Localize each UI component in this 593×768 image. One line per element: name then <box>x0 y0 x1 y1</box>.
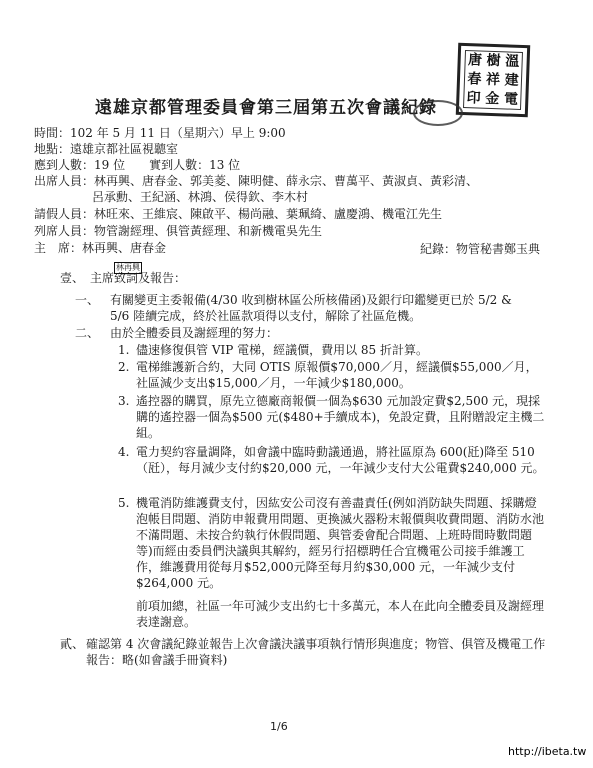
seal-char: 祥 <box>485 71 501 89</box>
item2-marker: 二、 <box>75 326 100 340</box>
absent-list: 請假人員：林旺來、王維宸、陳啟平、楊尚融、葉珮綺、盧慶鴻、機電江先生 <box>34 207 443 221</box>
sub5-text: 機電消防維護費支付，因紘安公司沒有善盡責任(例如消防缺失問題、採購燈泡帳目問題、消防申報費用問題、更換滅火器粉末報價與收費問題、消防水池不滿問題、未按合約執行休假問題、與管委會配合問題、上班時間時數問題等)而經由委員們決議與其解約，經另行招標聘任合宜機電公司接手維護工作，維護費用從每月$52,000元降至每月約$30,000 元，一年減少支付$264,000 元。 <box>136 496 545 590</box>
section2-text: 確認第 4 次會議紀錄並報告上次會議決議事項執行情形與進度；物管、俱管及機電工作報告：略(如會議手冊資料) <box>86 637 546 667</box>
sub2-number: 2. <box>118 360 130 374</box>
seal-char: 金 <box>485 90 500 107</box>
recorder-line: 紀錄：物管秘書鄭玉典 <box>420 242 541 256</box>
seal-char: 建 <box>504 72 519 89</box>
closing-text: 前項加總，社區一年可減少支出約七十多萬元，本人在此向全體委員及謝經理表達謝意。 <box>136 599 545 629</box>
watermark: http://ibeta.tw <box>508 745 587 758</box>
item1-marker: 一、 <box>75 293 100 307</box>
signature-stamp <box>413 100 463 126</box>
sub2-text: 電梯維護新合約，大同 OTIS 原報價$70,000／月，經議價$55,000／月，社區減少支出$15,000／月，一年減少$180,000。 <box>136 360 538 390</box>
observers-list: 列席人員：物管謝經理、俱管黃經理、和新機電吳先生 <box>34 224 323 238</box>
item1-text: 有關變更主委報備(4/30 收到樹林區公所核備函)及銀行印鑑變更已於 5/2 & 5/6 陸續完成，終於社區款項得以支付，解除了社區危機。 <box>110 293 512 323</box>
seal-char: 印 <box>466 89 481 107</box>
section1-badge-wrap <box>112 262 142 278</box>
sub4-number: 4. <box>118 445 130 459</box>
seal-char: 樹 <box>486 53 501 70</box>
meeting-place: 地點：遠雄京都社區視聽室 <box>34 142 179 156</box>
seal-char: 溫 <box>505 53 520 71</box>
seal-char: 電 <box>503 91 519 108</box>
attendees-list: 出席人員：林再興、唐春金、郭美菱、陳明健、薛永宗、曹萬平、黃淑貞、黃彩清、 <box>34 174 479 188</box>
attendees-list-cont: 呂承勳、王紀涵、林鴻、侯得欽、李木村 <box>92 190 309 204</box>
speaker-badge: 林再興 <box>116 263 140 272</box>
sub3-number: 3. <box>118 394 130 408</box>
seal-char: 春 <box>467 71 482 88</box>
sub4-text: 電力契約容量調降，如會議中臨時動議通過，將社區原為 600(瓩)降至 510（瓩），每月減少支付約$20,000 元，一年減少支付大公電費$240,000 元。 <box>136 445 545 475</box>
item2-text: 由於全體委員及謝經理的努力： <box>110 326 279 340</box>
section1-heading-text: 壹、 主席致詞及報告： <box>60 271 187 285</box>
seal-char: 唐 <box>467 52 483 69</box>
sub3-text: 遙控器的購買，原先立德廠商報價一個為$630 元加設定費$2,500 元，現採購的遙控器一個為$500 元($480+手續成本)，免設定費，且附贈設定主機二組。 <box>136 394 545 440</box>
page-number: 1/6 <box>270 720 288 733</box>
attendance-count: 應到人數：19 位 實到人數：13 位 <box>34 158 241 172</box>
section2-marker: 貳、 <box>60 637 85 651</box>
sub1-number: 1. <box>118 343 130 357</box>
chair-line: 主 席：林再興、唐春金 <box>34 241 167 255</box>
document-title: 遠雄京都管理委員會第三屆第五次會議紀錄 <box>95 98 437 118</box>
sub5-number: 5. <box>118 496 130 510</box>
meeting-time: 時間：102 年 5 月 11 日（星期六）早上 9:00 <box>34 126 286 140</box>
sub1-text: 儘速修復俱管 VIP 電梯，經議價，費用以 85 折計算。 <box>136 343 429 357</box>
